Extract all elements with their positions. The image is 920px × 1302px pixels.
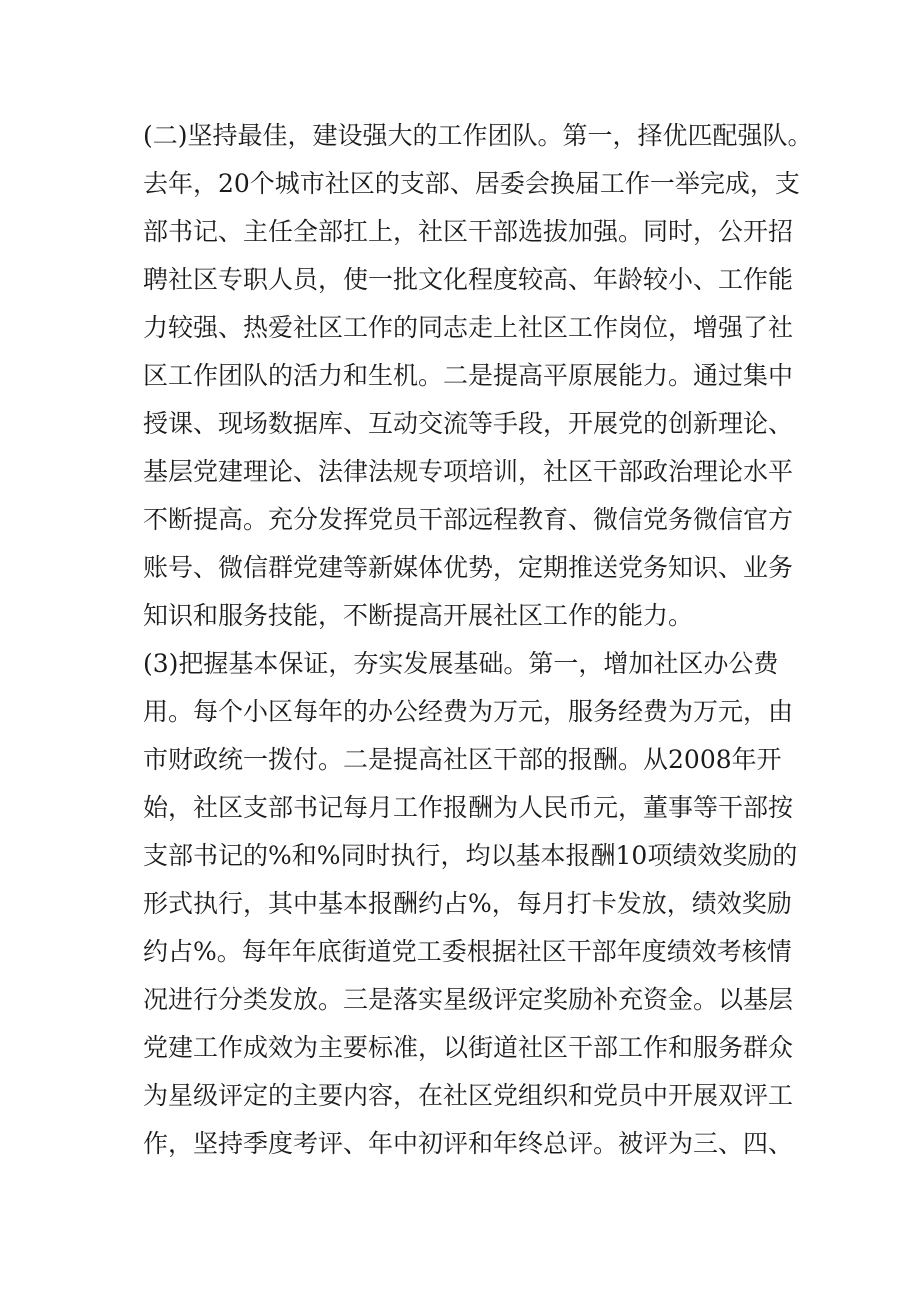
text-line: 支部书记的%和%同时执行，均以基本报酬10项绩效奖励的 (143, 841, 798, 870)
text-line: 况进行分类发放。三是落实星级评定奖励补充资金。以基层 (143, 985, 794, 1014)
text-line: 党建工作成效为主要标准，以街道社区干部工作和服务群众 (143, 1033, 794, 1062)
text-line: 作，坚持季度考评、年中初评和年终总评。被评为三、四、 (143, 1129, 794, 1158)
text-line: 力较强、热爱社区工作的同志走上社区工作岗位，增强了社 (143, 313, 794, 342)
body-text (143, 112, 813, 1168)
text-line: 形式执行，其中基本报酬约占%，每月打卡发放，绩效奖励 (143, 889, 792, 918)
text-line: 始，社区支部书记每月工作报酬为人民币元，董事等干部按 (143, 793, 794, 822)
text-line: 聘社区专职人员，使一批文化程度较高、年龄较小、工作能 (143, 265, 794, 294)
text-line: (3)把握基本保证，夯实发展基础。第一，增加社区办公费 (143, 649, 779, 678)
text-line: 区工作团队的活力和生机。二是提高平原展能力。通过集中 (143, 361, 794, 390)
text-line: 用。每个小区每年的办公经费为万元，服务经费为万元，由 (143, 697, 794, 726)
text-line: 账号、微信群党建等新媒体优势，定期推送党务知识、业务 (143, 553, 794, 582)
text-line: 部书记、主任全部扛上，社区干部选拔加强。同时，公开招 (143, 217, 794, 246)
text-line: 去年，20个城市社区的支部、居委会换届工作一举完成，支 (143, 169, 800, 198)
text-line: 基层党建理论、法律法规专项培训，社区干部政治理论水平 (143, 457, 794, 486)
text-line: 授课、现场数据库、互动交流等手段，开展党的创新理论、 (143, 409, 794, 438)
text-line: 为星级评定的主要内容，在社区党组织和党员中开展双评工 (143, 1081, 794, 1110)
text-line: 市财政统一拨付。二是提高社区干部的报酬。从2008年开 (143, 745, 782, 774)
text-line: (二)坚持最佳，建设强大的工作团队。第一，择优匹配强队。 (143, 121, 813, 150)
text-line: 知识和服务技能，不断提高开展社区工作的能力。 (143, 601, 694, 630)
text-line: 约占%。每年年底街道党工委根据社区干部年度绩效考核情 (143, 937, 792, 966)
text-line: 不断提高。充分发挥党员干部远程教育、微信党务微信官方 (143, 505, 794, 534)
